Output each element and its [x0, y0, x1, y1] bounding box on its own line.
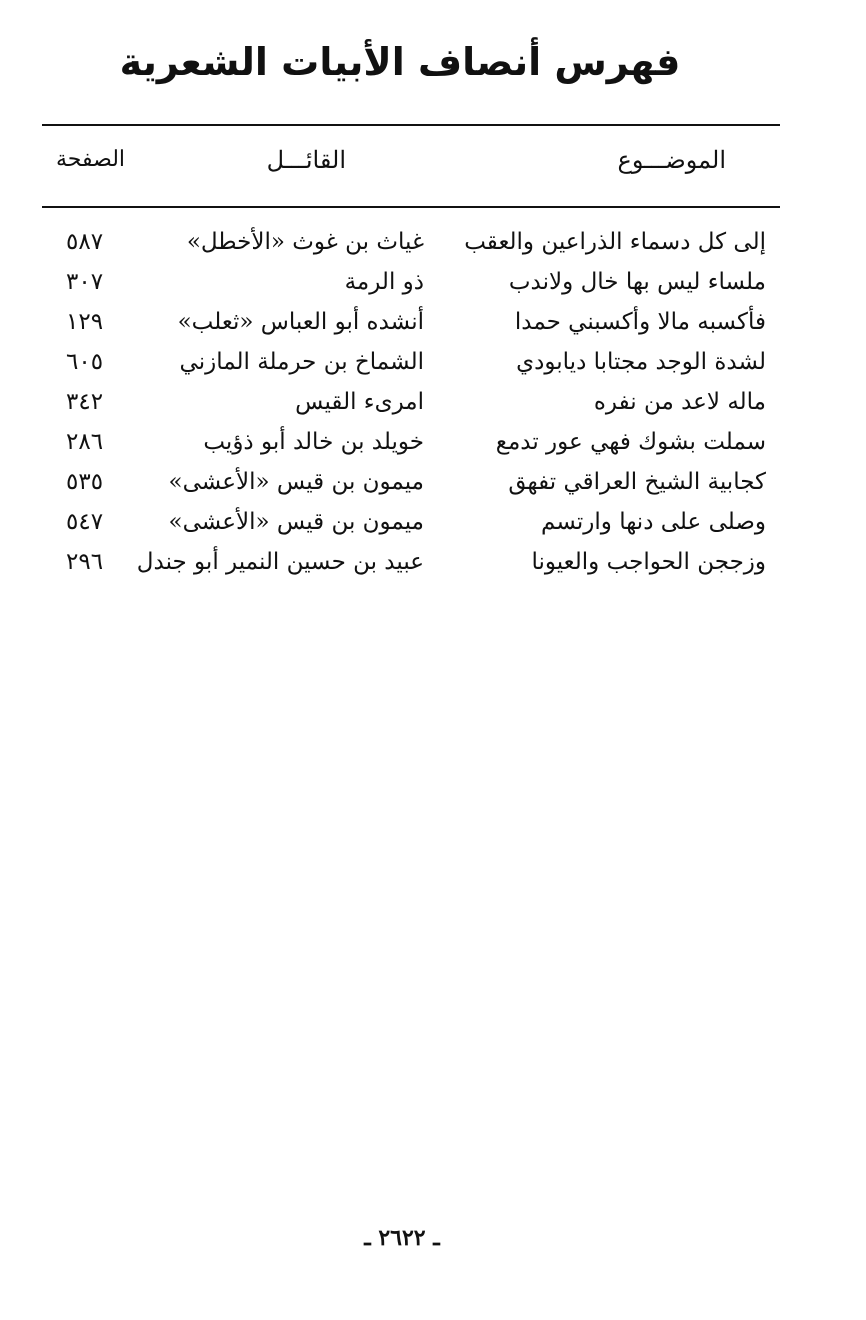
table-row [42, 262, 780, 302]
poet-cell: امرىء القيس [295, 389, 424, 415]
table-row [42, 222, 780, 262]
verse-cell: سملت بشوك فهي عور تدمع [495, 429, 766, 455]
poet-cell: خويلد بن خالد أبو ذؤيب [203, 429, 424, 455]
verse-cell: كجابية الشيخ العراقي تفهق [508, 469, 766, 495]
table-row [42, 382, 780, 422]
header-bottom-rule [42, 206, 780, 208]
table-row [42, 502, 780, 542]
table-row [42, 542, 780, 582]
poet-cell: عبيد بن حسين النمير أبو جندل [136, 549, 424, 575]
verse-cell: فأكسبه مالا وأكسبني حمدا [514, 309, 766, 335]
verse-cell: إلى كل دسماء الذراعين والعقب [464, 229, 766, 255]
page-number-cell: ١٢٩ [66, 309, 104, 335]
poet-cell: ذو الرمة [344, 269, 424, 295]
page-number-cell: ٥٤٧ [66, 509, 104, 535]
page-title: فهرس أنصاف الأبيات الشعرية [119, 40, 681, 84]
verse-cell: لشدة الوجد مجتابا ديابودي [516, 349, 766, 375]
header-top-rule [42, 124, 780, 126]
poet-cell: ميمون بن قيس «الأعشى» [168, 509, 424, 535]
column-header-page: الصفحة [56, 147, 126, 172]
page-number-cell: ٥٣٥ [66, 469, 104, 495]
poet-cell: ميمون بن قيس «الأعشى» [168, 469, 424, 495]
column-header-poet: القائـــل [266, 146, 346, 174]
verse-cell: ملساء ليس بها خال ولاندب [508, 269, 766, 295]
table-row [42, 462, 780, 502]
verse-cell: ماله لاعد من نفره [593, 389, 766, 415]
page-number-cell: ٥٨٧ [66, 229, 104, 255]
column-header-topic: الموضـــوع [617, 146, 726, 174]
poet-cell: الشماخ بن حرملة المازني [179, 349, 424, 375]
page-number-cell: ٢٨٦ [66, 429, 104, 455]
table-row [42, 302, 780, 342]
poet-cell: أنشده أبو العباس «ثعلب» [177, 309, 424, 335]
page-number-footer: ـ ٢٦٢٢ ـ [364, 1225, 440, 1251]
page-number-cell: ٣٤٢ [66, 389, 104, 415]
page-number-cell: ٣٠٧ [66, 269, 104, 295]
page-number-cell: ٦٠٥ [66, 349, 104, 375]
index-table [42, 222, 780, 582]
table-row [42, 422, 780, 462]
table-row [42, 342, 780, 382]
page-number-cell: ٢٩٦ [66, 549, 104, 575]
verse-cell: وصلى على دنها وارتسم [541, 509, 766, 535]
verse-cell: وزججن الحواجب والعيونا [531, 549, 766, 575]
poet-cell: غياث بن غوث «الأخطل» [186, 229, 424, 255]
